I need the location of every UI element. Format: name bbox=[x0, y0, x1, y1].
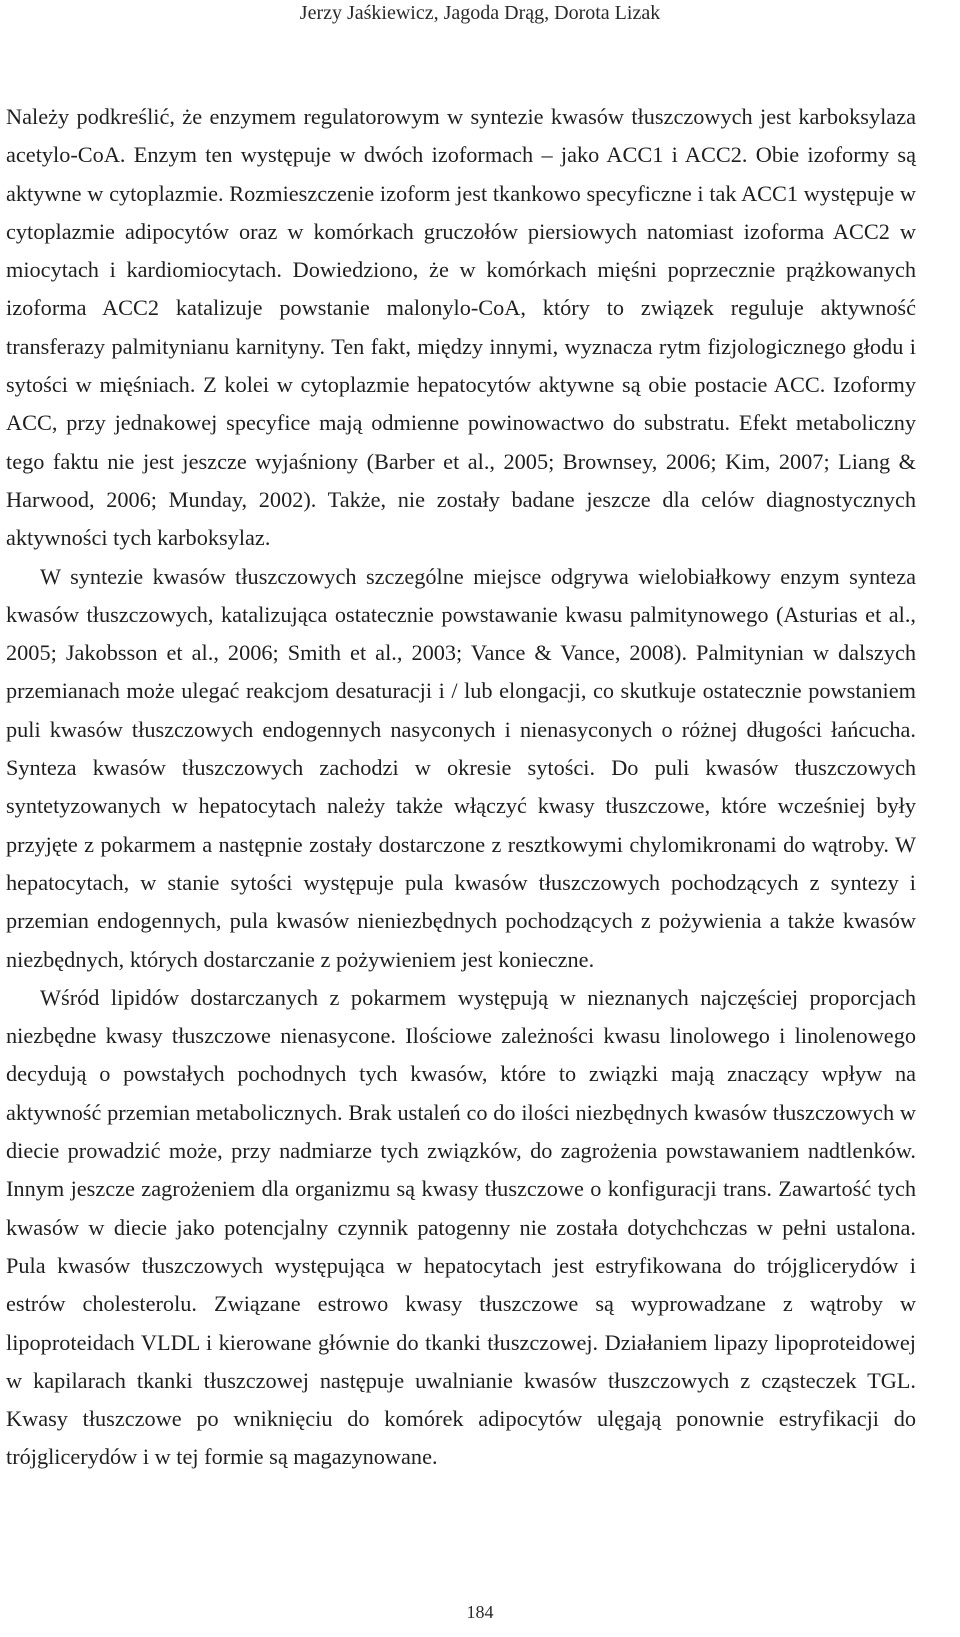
paragraph: W syntezie kwasów tłuszczowych szczególne miejsce odgrywa wielobiałkowy enzym synteza kwasów tłuszczowych, katalizująca ostatecznie powstawanie kwasu palmitynowego (Asturias et al., 2005; Jakobsson et al., 2006; Smith et al., 2003; Vance & Vance, 2008). Palmitynian w dalszych przemianach może ulegać reakcjom desaturacji i / lub elongacji, co skutkuje ostatecznie powstaniem puli kwasów tłuszczowych endogennych nasyconych i nienasyconych o różnej długości łańcucha. Synteza kwasów tłuszczowych zachodzi w okresie sytości. Do puli kwasów tłuszczowych syntetyzowanych w hepatocytach należy także włączyć kwasy tłuszczowe, które wcześniej były przyjęte z pokarmem a następnie zostały dostarczone z resztkowymi chylomikronami do wątroby. W hepatocytach, w stanie sytości występuje pula kwasów tłuszczowych pochodzących z syntezy i przemian endogennych, pula kwasów nieniezbędnych pochodzących z pożywienia a także kwasów niezbędnych, których dostarczanie z pożywieniem jest konieczne. bbox=[6, 563, 916, 972]
page-number: 184 bbox=[466, 1602, 494, 1622]
paragraph: Wśród lipidów dostarczanych z pokarmem występują w nieznanych najczęściej proporcjach niezbędne kwasy tłuszczowe nienasycone. Ilościowe zależności kwasu linolowego i linolenowego decydują o powstałych pochodnych tych kwasów, które to związki mają znaczący wpływ na aktywność przemian metabolicznych. Brak ustaleń co do ilości niezbędnych kwasów tłuszczowych w diecie prowadzić może, przy nadmiarze tych związków, do zagrożenia powstawaniem nadtlenków. Innym jeszcze zagrożeniem dla organizmu są kwasy tłuszczowe o konfiguracji trans. Zawartość tych kwasów w diecie jako potencjalny czynnik patogenny nie została dotychchczas w pełni ustalona. Pula kwasów tłuszczowych występująca w hepatocytach jest estryfikowana do trójglicerydów i estrów cholesterolu. Związane estrowo kwasy tłuszczowe są wyprowadzane z wątroby w lipoproteidach VLDL i kierowane głównie do tkanki tłuszczowej. Działaniem lipazy lipoproteidowej w kapilarach tkanki tłuszczowej następuje uwalnianie kwasów tłuszczowych z cząsteczek TGL. Kwasy tłuszczowe po wniknięciu do komórek adipocytów ulęgają ponownie estryfikacji do trójglicerydów i w tej formie są magazynowane. bbox=[6, 984, 916, 1470]
running-header-authors: Jerzy Jaśkiewicz, Jagoda Drąg, Dorota Lizak bbox=[299, 2, 661, 24]
body-text bbox=[6, 98, 916, 1477]
paragraph: Należy podkreślić, że enzymem regulatorowym w syntezie kwasów tłuszczowych jest karboksylaza acetylo-CoA. Enzym ten występuje w dwóch izoformach – jako ACC1 i ACC2. Obie izoformy są aktywne w cytoplazmie. Rozmieszczenie izoform jest tkankowo specyficzne i tak ACC1 występuje w cytoplazmie adipocytów oraz w komórkach gruczołów piersiowych natomiast izoforma ACC2 w miocytach i kardiomiocytach. Dowiedziono, że w komórkach mięśni poprzecznie prążkowanych izoforma ACC2 katalizuje powstanie malonylo-CoA, który to związek reguluje aktywność transferazy palmitynianu karnityny. Ten fakt, między innymi, wyznacza rytm fizjologicznego głodu i sytości w mięśniach. Z kolei w cytoplazmie hepatocytów aktywne są obie postacie ACC. Izoformy ACC, przy jednakowej specyfice mają odmienne powinowactwo do substratu. Efekt metaboliczny tego faktu nie jest jeszcze wyjaśniony (Barber et al., 2005; Brownsey, 2006; Kim, 2007; Liang & Harwood, 2006; Munday, 2002). Także, nie zostały badane jeszcze dla celów diagnostycznych aktywności tych karboksylaz. bbox=[6, 104, 916, 551]
